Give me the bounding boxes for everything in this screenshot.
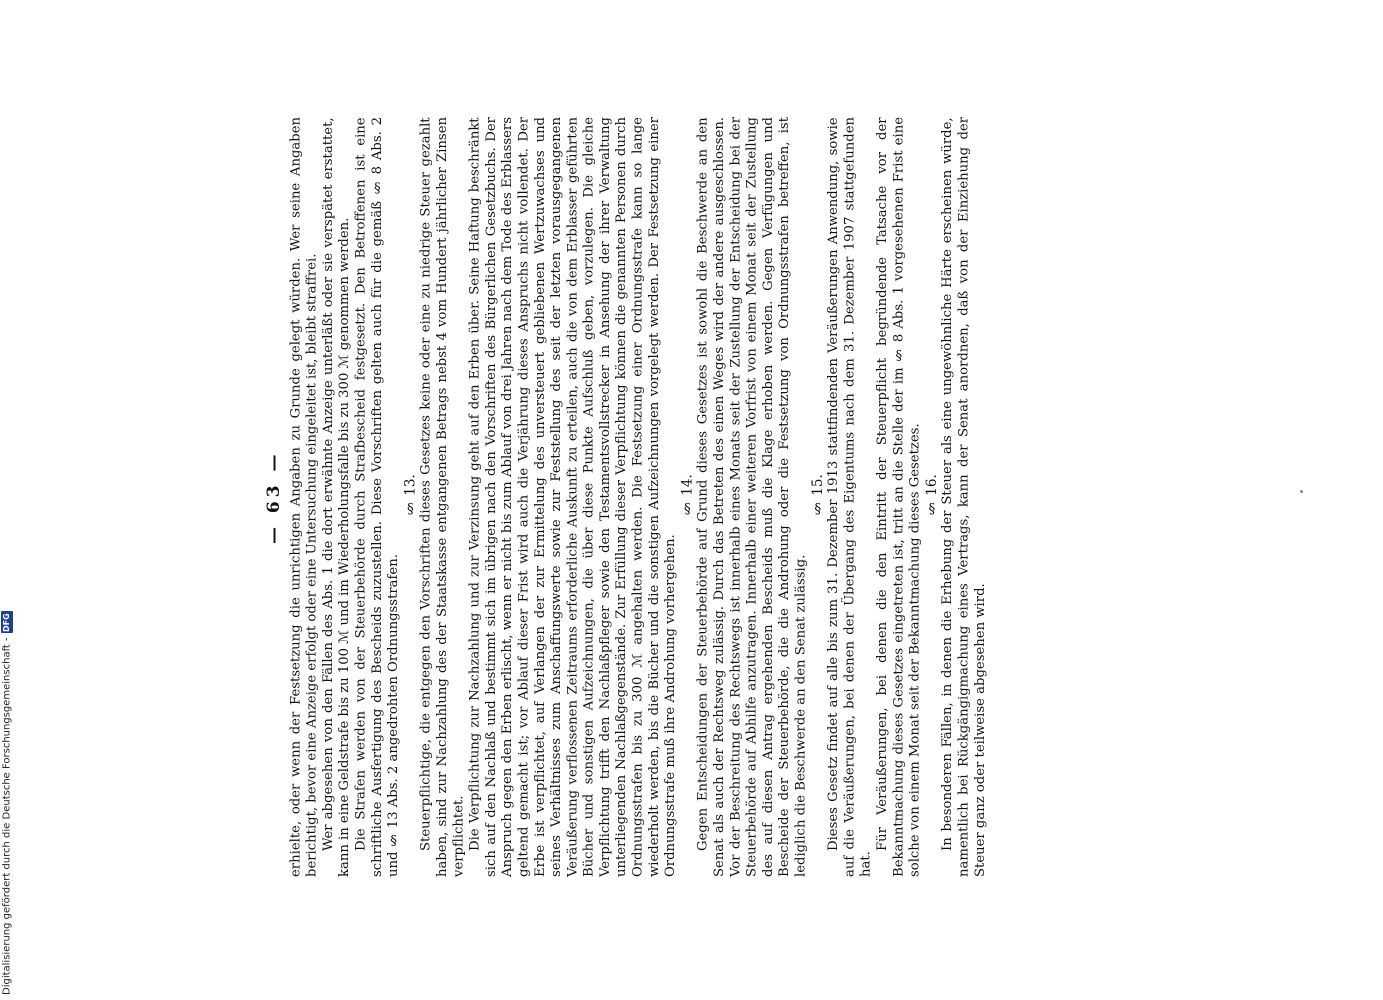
document-page [252,117,1232,877]
paragraph: Steuerpflichtige, die entgegen den Vorschriften dieses Gesetzes keine oder eine zu niedrige Steuer gezahlt haben, sind zur Nachzahlung des der Staatskasse entgangenen Betrags nebst 4 vom Hundert jährlicher Zinsen verpflichtet. [418,117,467,877]
paragraph: Für Veräußerungen, bei denen die den Eintritt der Steuerpflicht begründende Tatsache vor der Bekanntmachung dieses Gesetzes eingetreten ist, tritt an die Stelle der im § 8 Abs. 1 vorgesehenen Frist eine solche von einem Monat seit der Bekanntmachung dieses Gesetzes. [874,117,923,877]
section-heading: § 15. [809,474,826,516]
page-number: — 63 — [264,450,284,544]
paragraph: Die Verpflichtung zur Nachzahlung und zur Verzinsung geht auf den Erben über. Seine Haftung beschränkt sich auf den Nachlaß und bestimmt sich im übrigen nach den Vorschriften des Bürgerlichen Gesetzbuchs. Der Anspruch gegen den Erben erlischt, wenn er nicht bis zum Ablauf von drei Jahren nach dem Tode des Erblassers geltend gemacht ist; vor Ablauf dieser Frist wird auch die Verjährung dieses Anspruchs nicht vollendet. Der Erbe ist verpflichtet, auf Verlangen der zur Ermittelung des unversteuert gebliebenen Wertzuwachses und seines Verhältnisses zum Anschaffungswerte sowie zur Feststellung des seit der letzten vorausgegangenen Veräußerung verflossenen Zeitraums erforderliche Auskunft zu erteilen, auch die von dem Erblasser geführten Bücher und sonstigen Aufzeichnungen, die über diese Punkte Aufschluß geben, vorzulegen. Die gleiche Verpflichtung trifft den Nachlaßpfleger sowie den Testamentsvollstrecker in Ansehung der ihrer Verwaltung unterliegenden Nachlaßgegenstände. Zur Erfüllung dieser Verpflichtung können die genannten Personen durch Ordnungsstrafen bis zu 300 ℳ angehalten werden. Die Festsetzung einer Ordnungsstrafe kann so lange wiederholt werden, bis die Bücher und die sonstigen Aufzeichnungen vorgelegt werden. Der Festsetzung einer Ordnungsstrafe muß ihre Androhung vorhergehen. [467,117,679,877]
funding-text: Digitalisierung gefördert durch die Deutsche Forschungsgemeinschaft - [1,637,13,995]
funding-footer [0,600,14,995]
dfg-logo-icon: DFG [2,613,11,632]
section-heading: § 13. [402,474,419,516]
paragraph: In besonderen Fällen, in denen die Erhebung der Steuer als eine ungewöhnliche Härte erscheinen würde, namentlich bei Rückgängigmachung eines Vertrags, kann der Senat anordnen, daß von der Einziehung der Steuer ganz oder teilweise abgesehen wird. [940,117,988,877]
paragraph: Die Strafen werden von der Steuerbehörde durch Strafbescheid festgesetzt. Den Betroffenen ist eine schriftliche Ausfertigung des Bescheids zuzustellen. Diese Vorschriften gelten auch für die gemäß § 8 Abs. 2 und § 13 Abs. 2 angedrohten Ordnungsstrafen. [353,117,402,877]
scan-speck [1300,490,1303,493]
section-heading: § 14. [679,474,696,516]
paragraph: erhielte, oder wenn der Festsetzung die unrichtigen Angaben zu Grunde gelegt würden. Wer seine Angaben berichtigt, bevor eine Anzeige erfolgt oder eine Untersuchung eingeleitet ist, bleibt straffrei. [288,117,320,877]
paragraph: Gegen Entscheidungen der Steuerbehörde auf Grund dieses Gesetzes ist sowohl die Beschwerde an den Senat als auch der Rechtsweg zulässig. Durch das Betreten des einen Weges wird der andere ausgeschlossen. Vor der Beschreitung des Rechtswegs ist innerhalb eines Monats seit der Zustellung der Entscheidung bei der Steuerbehörde auf Abhilfe anzutragen. Innerhalb einer weiteren Vorfrist von einem Monat seit der Zustellung des auf diesen Antrag ergehenden Bescheids muß die Klage erhoben werden. Gegen Verfügungen und Bescheide der Steuerbehörde, die die Androhung oder die Festsetzung von Ordnungsstrafen betreffen, ist lediglich die Beschwerde an den Senat zulässig. [695,117,809,877]
document-body [288,117,989,877]
section-heading: § 16. [923,474,940,516]
paragraph: Dieses Gesetz findet auf alle bis zum 31. Dezember 1913 stattfindenden Veräußerungen Anwendung, sowie auf die Veräußerungen, bei denen der Übergang des Eigentums nach dem 31. Dezember 1907 stattgefunden hat. [826,117,874,877]
paragraph: Wer abgesehen von den Fällen des Abs. 1 die dort erwähnte Anzeige unterläßt oder sie verspätet erstattet, kann in eine Geldstrafe bis zu 100 ℳ und im Wiederholungsfalle bis zu 300 ℳ genommen werden. [320,117,353,877]
